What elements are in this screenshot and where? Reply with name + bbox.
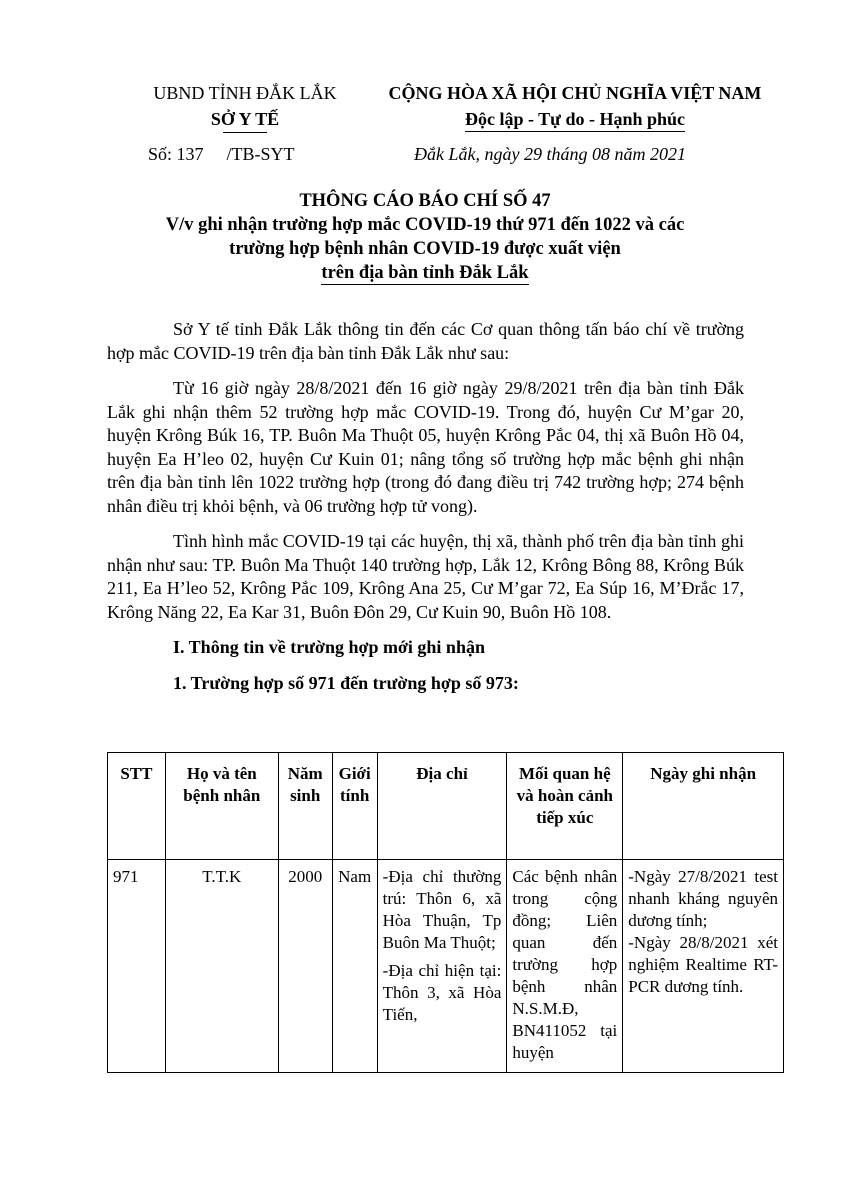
- address-current: -Địa chỉ hiện tại: Thôn 3, xã Hòa Tiến,: [382, 961, 502, 1024]
- section-heading: I. Thông tin về trường hợp mới ghi nhận: [173, 637, 485, 657]
- cell-name: T.T.K: [165, 860, 278, 1073]
- document-number: [148, 144, 295, 165]
- table-row: [108, 860, 784, 1073]
- parent-agency: UBND TỈNH ĐẮK LẮK: [153, 83, 337, 103]
- cell-date: [623, 860, 784, 1073]
- place-date: Đắk Lắk, ngày 29 tháng 08 năm 2021: [414, 144, 686, 164]
- title-line-3: trường hợp bệnh nhân COVID-19 được xuất viện: [229, 239, 621, 259]
- cases-table: [107, 752, 784, 1073]
- agency-header: [130, 80, 360, 133]
- date-rapid-test: -Ngày 27/8/2021 test nhanh kháng nguyên dương tính;: [628, 867, 778, 930]
- paragraph-intro: Sở Y tế tỉnh Đắk Lắk thông tin đến các Cơ quan thông tấn báo chí về trường hợp mắc COVID-19 trên địa bàn tỉnh Đắk Lắk như sau:: [107, 319, 744, 363]
- cell-gender: Nam: [332, 860, 377, 1073]
- issuing-agency: SỞ Y TẾ: [210, 109, 280, 129]
- header-birth-year: Năm sinh: [278, 753, 332, 860]
- cell-address: [377, 860, 507, 1073]
- title-line-1: THÔNG CÁO BÁO CHÍ SỐ 47: [299, 191, 551, 211]
- number-value: 137: [176, 144, 204, 164]
- table-header-row: [108, 753, 784, 860]
- document-title: [110, 189, 740, 285]
- document-body: [107, 318, 744, 695]
- header-date: Ngày ghi nhận: [623, 753, 784, 860]
- agency-underline: [223, 132, 267, 133]
- national-motto: Độc lập - Tự do - Hạnh phúc: [465, 108, 685, 132]
- cell-contact: Các bệnh nhân trong cộng đồng; Liên quan đến trường hợp bệnh nhân N.S.M.Đ, BN411052 tại huyện: [507, 860, 623, 1073]
- title-line-2: V/v ghi nhận trường hợp mắc COVID-19 thứ 971 đến 1022 và các: [165, 215, 685, 235]
- national-header: [360, 80, 790, 132]
- country-name: CỘNG HÒA XÃ HỘI CHỦ NGHĨA VIỆT NAM: [388, 83, 762, 103]
- paragraph-district-totals: Tình hình mắc COVID-19 tại các huyện, thị xã, thành phố trên địa bàn tỉnh ghi nhận như sau: TP. Buôn Ma Thuột 140 trường hợp, Lắk 12, Krông Bông 88, Krông Búk 211, Ea H’leo 52, Krông Pắc 109, Krông Ana 25, Cư M’gar 72, Ea Súp 16, M’Đrắc 17, Krông Năng 22, Ea Kar 31, Buôn Đôn 29, Cư Kuin 90, Buôn Hồ 108.: [107, 531, 744, 622]
- title-line-4: trên địa bàn tỉnh Đắk Lắk: [321, 263, 529, 283]
- cell-birth-year: 2000: [278, 860, 332, 1073]
- header-name: Họ và tên bệnh nhân: [165, 753, 278, 860]
- paragraph-new-cases: Từ 16 giờ ngày 28/8/2021 đến 16 giờ ngày 29/8/2021 trên địa bàn tỉnh Đắk Lắk ghi nhận thêm 52 trường hợp mắc COVID-19. Trong đó, huyện Cư M’gar 20, huyện Krông Búk 16, TP. Buôn Ma Thuột 05, huyện Krông Pắc 04, thị xã Buôn Hồ 04, huyện Ea H’leo 02, huyện Cư Kuin 01; nâng tổng số trường hợp mắc bệnh ghi nhận trên địa bàn tỉnh lên 1022 trường hợp (trong đó đang điều trị 742 trường hợp; 274 bệnh nhân điều trị khỏi bệnh, và 06 trường hợp tử vong).: [107, 378, 744, 516]
- number-prefix: Số:: [148, 144, 173, 164]
- date-pcr-test: -Ngày 28/8/2021 xét nghiệm Realtime RT-PCR dương tính.: [628, 933, 778, 996]
- header-stt: STT: [108, 753, 166, 860]
- header-gender: Giới tính: [332, 753, 377, 860]
- address-permanent: -Địa chỉ thường trú: Thôn 6, xã Hòa Thuận, Tp Buôn Ma Thuột;: [382, 867, 502, 952]
- cell-stt: 971: [108, 860, 166, 1073]
- number-suffix: /TB-SYT: [226, 144, 295, 164]
- subsection-heading: 1. Trường hợp số 971 đến trường hợp số 973:: [173, 672, 519, 693]
- header-address: Địa chỉ: [377, 753, 507, 860]
- header-contact: Mối quan hệ và hoàn cảnh tiếp xúc: [507, 753, 623, 860]
